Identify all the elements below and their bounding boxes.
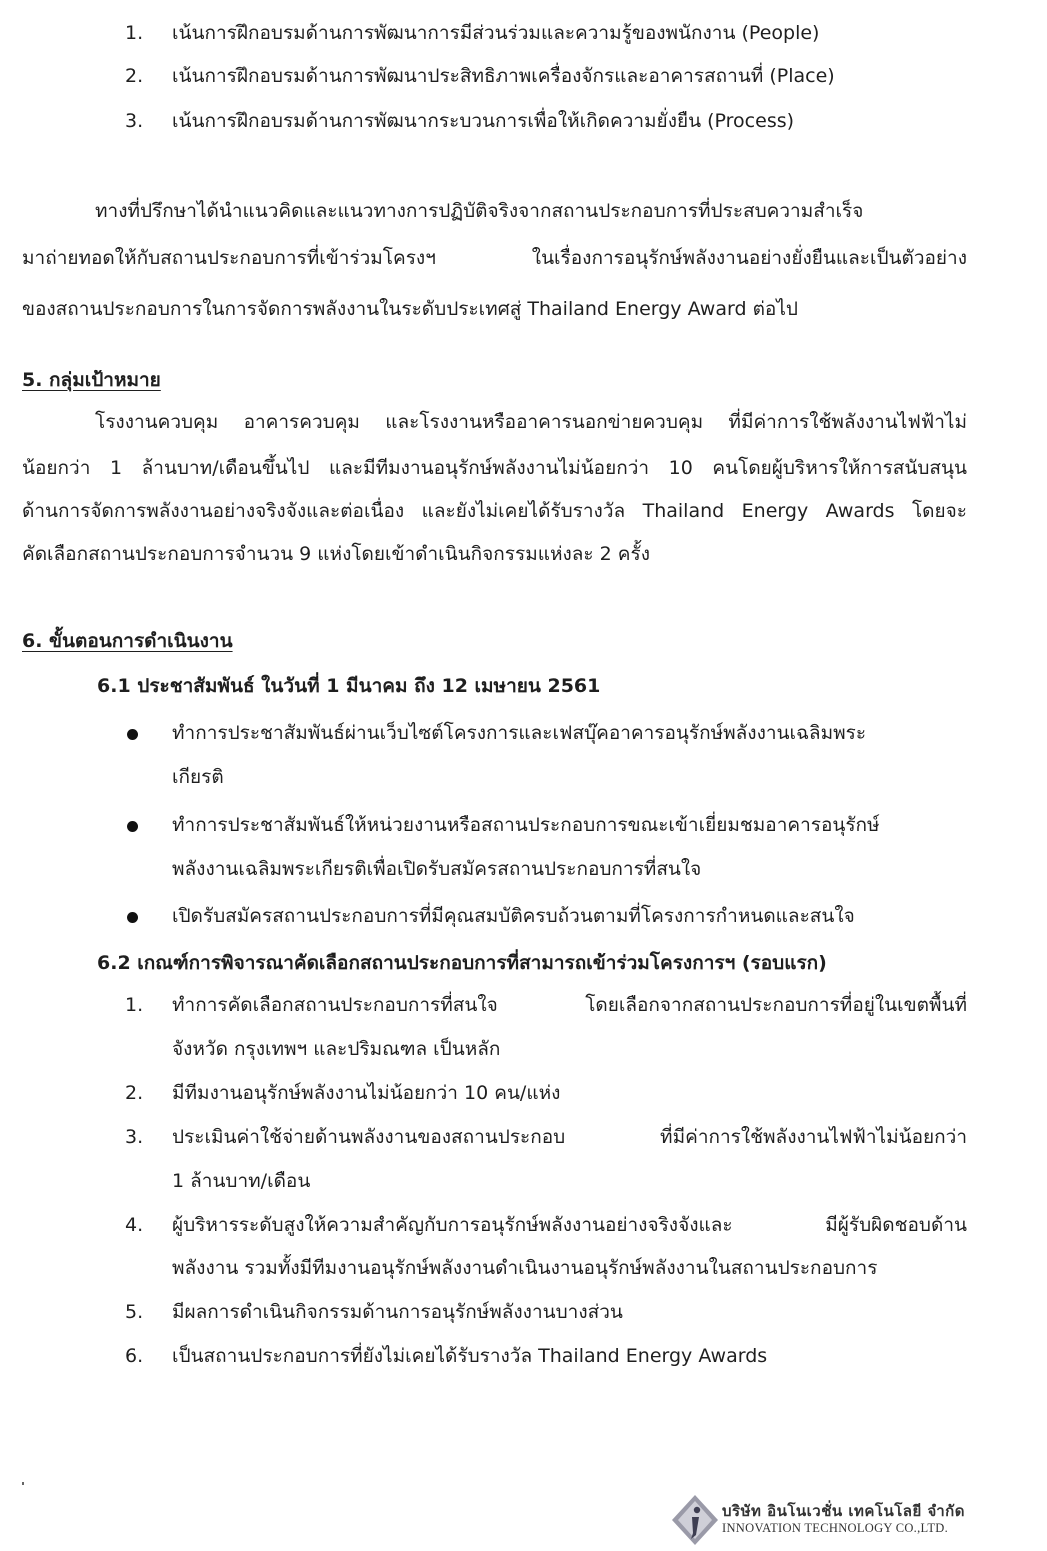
criteria-line: ทำการคัดเลือกสถานประกอบการที่สนใจ โดยเลือกจากสถานประกอบการที่อยู่ในเขตพื้นที่ xyxy=(172,994,967,1016)
bullet-item-line: เปิดรับสมัครสถานประกอบการที่มีคุณสมบัติครบถ้วนตามที่โครงการกำหนดและสนใจ xyxy=(172,905,855,927)
company-name-english: INNOVATION TECHNOLOGY CO.,LTD. xyxy=(722,1521,949,1535)
criteria-line: 1 ล้านบาท/เดือน xyxy=(172,1170,311,1192)
intro-list-number: 1. xyxy=(125,22,144,44)
intro-list-number: 3. xyxy=(125,110,144,132)
section-6-heading: 6. ขั้นตอนการดำเนินงาน xyxy=(22,630,233,652)
intro-list-number: 2. xyxy=(125,65,144,87)
criteria-line: มีผลการดำเนินกิจกรรมด้านการอนุรักษ์พลังงานบางส่วน xyxy=(172,1301,623,1323)
paragraph-line: ทางที่ปรึกษาได้นำแนวคิดและแนวทางการปฏิบัติจริงจากสถานประกอบการที่ประสบความสำเร็จ xyxy=(95,200,864,222)
criteria-number: 1. xyxy=(125,994,144,1016)
criteria-line: เป็นสถานประกอบการที่ยังไม่เคยได้รับรางวัล Thailand Energy Awards xyxy=(172,1345,768,1367)
criteria-line: พลังงาน รวมทั้งมีทีมงานอนุรักษ์พลังงานดำเนินงานอนุรักษ์พลังงานในสถานประกอบการ xyxy=(172,1257,878,1279)
bullet-icon xyxy=(127,912,138,923)
criteria-line: จังหวัด กรุงเทพฯ และปริมณฑล เป็นหลัก xyxy=(172,1038,501,1060)
bullet-item-line: เกียรติ xyxy=(172,766,224,788)
criteria-number: 6. xyxy=(125,1345,144,1367)
company-logo-mark-icon xyxy=(670,1493,720,1547)
intro-list-item: เน้นการฝึกอบรมด้านการพัฒนาการมีส่วนร่วมและความรู้ของพนักงาน (People) xyxy=(172,22,820,44)
criteria-line: ผู้บริหารระดับสูงให้ความสำคัญกับการอนุรักษ์พลังงานอย่างจริงจังและ มีผู้รับผิดชอบด้าน xyxy=(172,1214,967,1236)
criteria-number: 2. xyxy=(125,1082,144,1104)
criteria-line: มีทีมงานอนุรักษ์พลังงานไม่น้อยกว่า 10 คน/แห่ง xyxy=(172,1082,561,1104)
paragraph-line: คัดเลือกสถานประกอบการจำนวน 9 แห่งโดยเข้าดำเนินกิจกรรมแห่งละ 2 ครั้ง xyxy=(22,543,650,565)
bullet-item-line: ทำการประชาสัมพันธ์ผ่านเว็บไซต์โครงการและเฟสบุ๊คอาคารอนุรักษ์พลังงานเฉลิมพระ xyxy=(172,722,867,744)
bullet-item-line: พลังงานเฉลิมพระเกียรติเพื่อเปิดรับสมัครสถานประกอบการที่สนใจ xyxy=(172,858,702,880)
section-6-2-title: 6.2 เกณฑ์การพิจารณาคัดเลือกสถานประกอบการที่สามารถเข้าร่วมโครงการฯ (รอบแรก) xyxy=(97,952,827,974)
criteria-line: ประเมินค่าใช้จ่ายด้านพลังงานของสถานประกอบ ที่มีค่าการใช้พลังงานไฟฟ้าไม่น้อยกว่า xyxy=(172,1126,967,1148)
page-mark xyxy=(22,1482,24,1485)
intro-list-item: เน้นการฝึกอบรมด้านการพัฒนากระบวนการเพื่อให้เกิดความยั่งยืน (Process) xyxy=(172,110,795,132)
paragraph-line: น้อยกว่า 1 ล้านบาท/เดือนขึ้นไป และมีทีมงานอนุรักษ์พลังงานไม่น้อยกว่า 10 คนโดยผู้บริหารให้การสนับสนุน xyxy=(22,457,967,479)
criteria-number: 5. xyxy=(125,1301,144,1323)
criteria-number: 4. xyxy=(125,1214,144,1236)
company-logo xyxy=(670,1493,970,1551)
company-name-thai: บริษัท อินโนเวชั่น เทคโนโลยี จำกัด xyxy=(722,1502,966,1520)
paragraph-line: ด้านการจัดการพลังงานอย่างจริงจังและต่อเนื่อง และยังไม่เคยได้รับรางวัล Thailand Energy Awards โดยจะ xyxy=(22,500,967,522)
section-5-heading: 5. กลุ่มเป้าหมาย xyxy=(22,369,161,391)
criteria-number: 3. xyxy=(125,1126,144,1148)
bullet-icon xyxy=(127,729,138,740)
paragraph-line: โรงงานควบคุม อาคารควบคุม และโรงงานหรืออาคารนอกข่ายควบคุม ที่มีค่าการใช้พลังงานไฟฟ้าไม่ xyxy=(95,411,967,433)
section-6-1-title: 6.1 ประชาสัมพันธ์ ในวันที่ 1 มีนาคม ถึง 12 เมษายน 2561 xyxy=(97,675,601,697)
paragraph-line: มาถ่ายทอดให้กับสถานประกอบการที่เข้าร่วมโครงฯ ในเรื่องการอนุรักษ์พลังงานอย่างยั่งยืนและเป็นตัวอย่าง xyxy=(22,247,967,269)
paragraph-line: ของสถานประกอบการในการจัดการพลังงานในระดับประเทศสู่ Thailand Energy Award ต่อไป xyxy=(22,298,798,320)
bullet-item-line: ทำการประชาสัมพันธ์ให้หน่วยงานหรือสถานประกอบการขณะเข้าเยี่ยมชมอาคารอนุรักษ์ xyxy=(172,814,880,836)
intro-list-item: เน้นการฝึกอบรมด้านการพัฒนาประสิทธิภาพเครื่องจักรและอาคารสถานที่ (Place) xyxy=(172,65,835,87)
bullet-icon xyxy=(127,821,138,832)
